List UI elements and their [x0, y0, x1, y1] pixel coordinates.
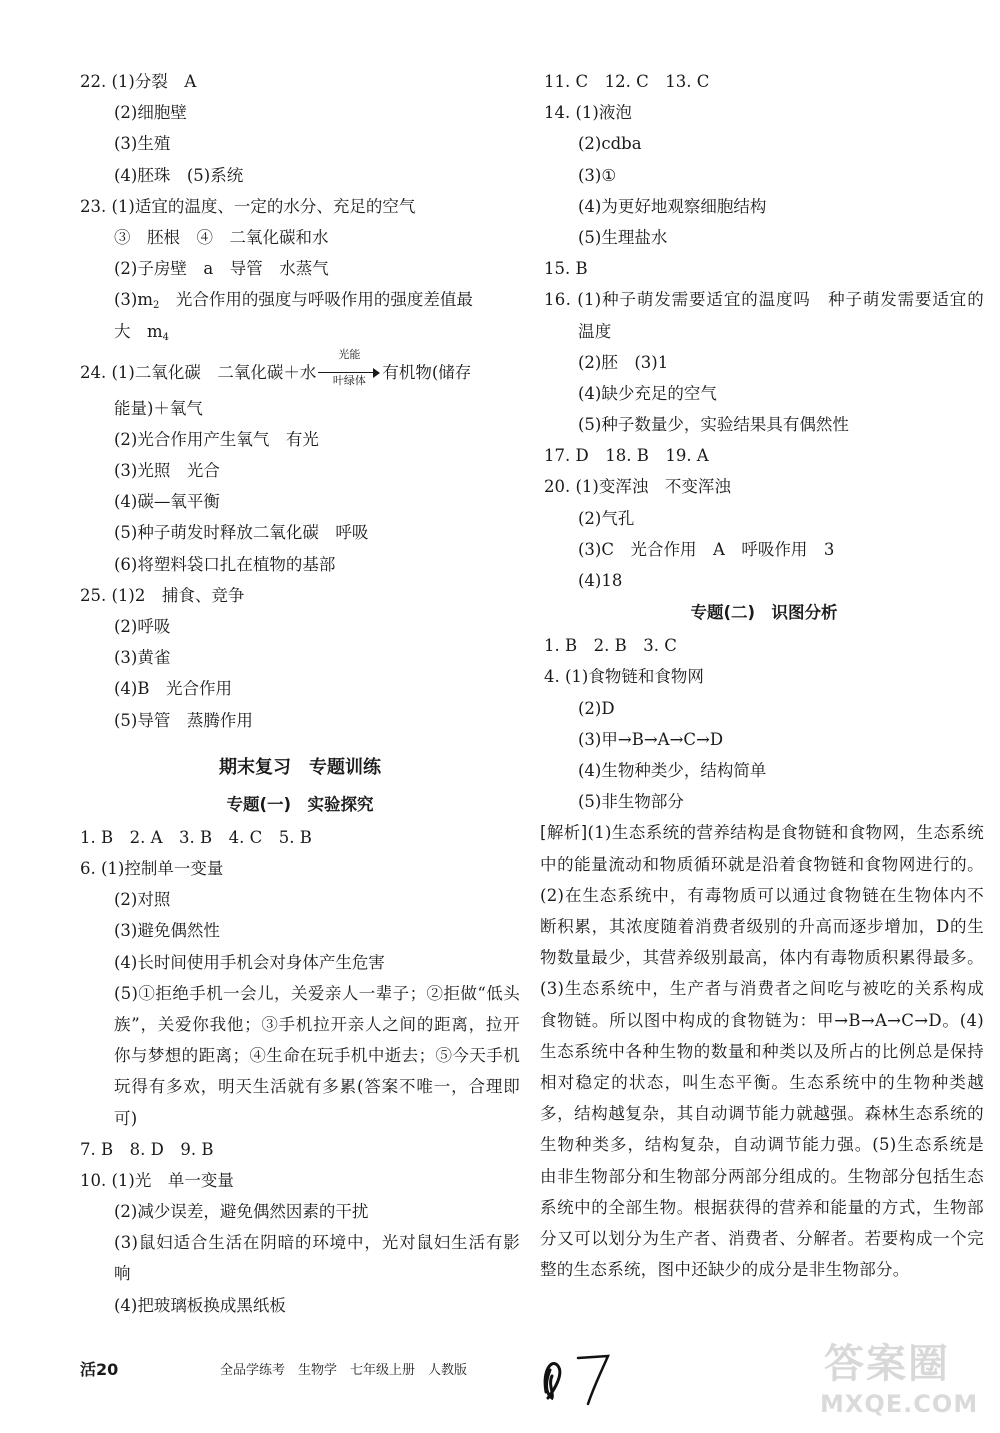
answer-paragraph: (3)鼠妇适合生活在阴暗的环境中，光对鼠妇生活有影响: [114, 1233, 520, 1284]
answer-line: ③ 胚根 ④ 二氧化碳和水: [114, 227, 329, 247]
answer-line: 能量)＋氧气: [114, 398, 203, 418]
subscript: 2: [153, 300, 160, 312]
analysis-tag: [解析]: [540, 823, 588, 843]
answer-line: 10. (1)光 单一变量: [80, 1170, 234, 1190]
analysis-paragraph: [540, 817, 984, 1285]
answer-line: 14. (1)液泡: [544, 103, 632, 123]
analysis-text: (1)生态系统的营养结构是食物链和食物网，生态系统中的能量流动和物质循环就是沿着食物链和食物网进行的。(2)在生态系统中，有毒物质可以通过食物链在生物体内不断积累，其浓度随着消费者级别的升高而逐步增加，D的生物数量最少，其营养级别最高，体内有毒物质积累得最多。(3)生态系统中，生产者与消费者之间吃与被吃的关系构成食物链。所以图中构成的食物链为：甲→B→A→C→D。(4)生态系统中各种生物的数量和种类以及所占的比例总是保持相对稳定的状态，叫生态平衡。生态系统中的生物种类越多，结构越复杂，其自动调节能力就越强。森林生态系统的生物种类多，结构复杂，自动调节能力强。(5)生态系统是由非生物部分和生物部分两部分组成的。生物部分包括生态系统中的全部生物。根据获得的营养和能量的方式，生物部分又可以划分为生产者、消费者、分解者。若要构成一个完整的生态系统，图中还缺少的成分是非生物部分。: [540, 823, 985, 1280]
arrow-condition-bottom: 叶绿体: [332, 374, 366, 388]
answer-line: (2)气孔: [578, 508, 635, 528]
topic-title: 专题(一) 实验探究: [226, 794, 374, 814]
left-column: [80, 66, 520, 1321]
answer-line: (6)将塑料袋口扎在植物的基部: [114, 554, 336, 574]
answer-line: (2)呼吸: [114, 617, 171, 636]
answer-line: 23. (1)适宜的温度、一定的水分、充足的空气: [80, 196, 416, 216]
answer-line: (3)黄雀: [114, 648, 171, 668]
answer-line: (2)细胞壁: [114, 103, 187, 123]
answer-line: (4)为更好地观察细胞结构: [578, 196, 767, 216]
answer-line: (4)把玻璃板换成黑纸板: [114, 1295, 286, 1315]
answer-line: [80, 316, 520, 347]
answer-line: 17. D 18. B 19. A: [544, 446, 709, 466]
answer-line: 7. B 8. D 9. B: [80, 1139, 214, 1159]
handwritten-mark: [538, 1340, 618, 1410]
page-footer: [80, 1357, 540, 1381]
answer-line: 22. (1)分裂 A: [80, 72, 197, 91]
answer-paragraph: (5)①拒绝手机一会儿，关爱亲人一辈子；②拒做“低头族”，关爱你我他；③手机拉开亲人之间的距离，拉开你与梦想的距离；④生命在玩手机中逝去；⑤今天手机玩得有多欢，明天生活就有多累(答案不唯一，合理即可): [114, 983, 520, 1128]
answer-line: (2)光合作用产生氧气 有光: [114, 429, 319, 449]
answer-line: (4)生物种类少，结构简单: [578, 760, 767, 780]
answer-line: (5)种子数量少，实验结果具有偶然性: [578, 415, 849, 435]
answer-line: (3)C 光合作用 A 呼吸作用 3: [578, 539, 835, 559]
answer-line: (4)碳—氧平衡: [114, 492, 220, 512]
answer-text: 光合作用的强度与呼吸作用的强度差值最: [159, 290, 473, 310]
answer-line: (4)胚珠 (5)系统: [114, 165, 244, 185]
answer-line: [80, 348, 520, 393]
answer-line: 25. (1)2 捕食、竞争: [80, 585, 245, 605]
answer-line: (4)B 光合作用: [114, 679, 232, 699]
answer-line: (3)①: [578, 165, 617, 185]
book-info: 全品学练考 生物学 七年级上册 人教版: [220, 1363, 468, 1378]
answer-line: (5)非生物部分: [578, 792, 684, 812]
watermark-cn: 答案圈: [824, 1341, 950, 1387]
answer-line: 20. (1)变浑浊 不变浑浊: [544, 477, 731, 497]
answer-line: (4)缺少充足的空气: [578, 383, 717, 403]
answer-line: (4)长时间使用手机会对身体产生危害: [114, 952, 385, 972]
answer-line: 1. B 2. B 3. C: [544, 636, 677, 656]
watermark: [812, 1332, 992, 1427]
answer-line: 6. (1)控制单一变量: [80, 858, 224, 878]
answer-paragraph: 16. (1)种子萌发需要适宜的温度吗 种子萌发需要适宜的温度: [544, 290, 984, 341]
answer-line: (3)光照 光合: [114, 461, 220, 481]
answer-line: 1. B 2. A 3. B 4. C 5. B: [80, 827, 312, 847]
answer-line: 15. B: [544, 259, 588, 279]
answer-line: (2)cdba: [578, 134, 642, 154]
subscript: 4: [162, 331, 170, 343]
section-title: 期末复习 专题训练: [219, 756, 381, 778]
answer-text: 有机物(储存: [382, 362, 472, 382]
arrow-condition-top: 光能: [338, 348, 361, 362]
answer-line: 4. (1)食物链和食物网: [544, 667, 704, 687]
watermark-en: MXQE.COM: [820, 1390, 979, 1418]
answer-line: (2)子房壁 a 导管 水蒸气: [114, 259, 329, 279]
answer-text: 大 m: [114, 321, 163, 341]
topic-title: 专题(二) 识图分析: [690, 603, 838, 623]
right-column: [540, 66, 985, 1285]
answer-line: (3)避免偶然性: [114, 921, 220, 941]
answer-line: (2)D: [578, 698, 615, 718]
answer-line: (5)种子萌发时释放二氧化碳 呼吸: [114, 523, 369, 543]
answer-text: 24. (1)二氧化碳 二氧化碳＋水: [80, 362, 317, 382]
answer-line: (3)甲→B→A→C→D: [578, 729, 724, 749]
answer-line: (3)生殖: [114, 134, 171, 154]
answer-line: 11. C 12. C 13. C: [544, 72, 710, 91]
answer-line: (4)18: [578, 571, 623, 591]
answer-line: [80, 284, 520, 315]
answer-line: (5)导管 蒸腾作用: [114, 710, 253, 730]
page-number: 活20: [80, 1360, 119, 1379]
reaction-arrow: [318, 348, 380, 388]
answer-line: (5)生理盐水: [578, 227, 668, 247]
answer-line: (2)对照: [114, 890, 171, 910]
answer-text: (3)m: [114, 290, 154, 310]
answer-line: (2)胚 (3)1: [578, 352, 669, 372]
answer-line: (2)减少误差，避免偶然因素的干扰: [114, 1202, 369, 1222]
